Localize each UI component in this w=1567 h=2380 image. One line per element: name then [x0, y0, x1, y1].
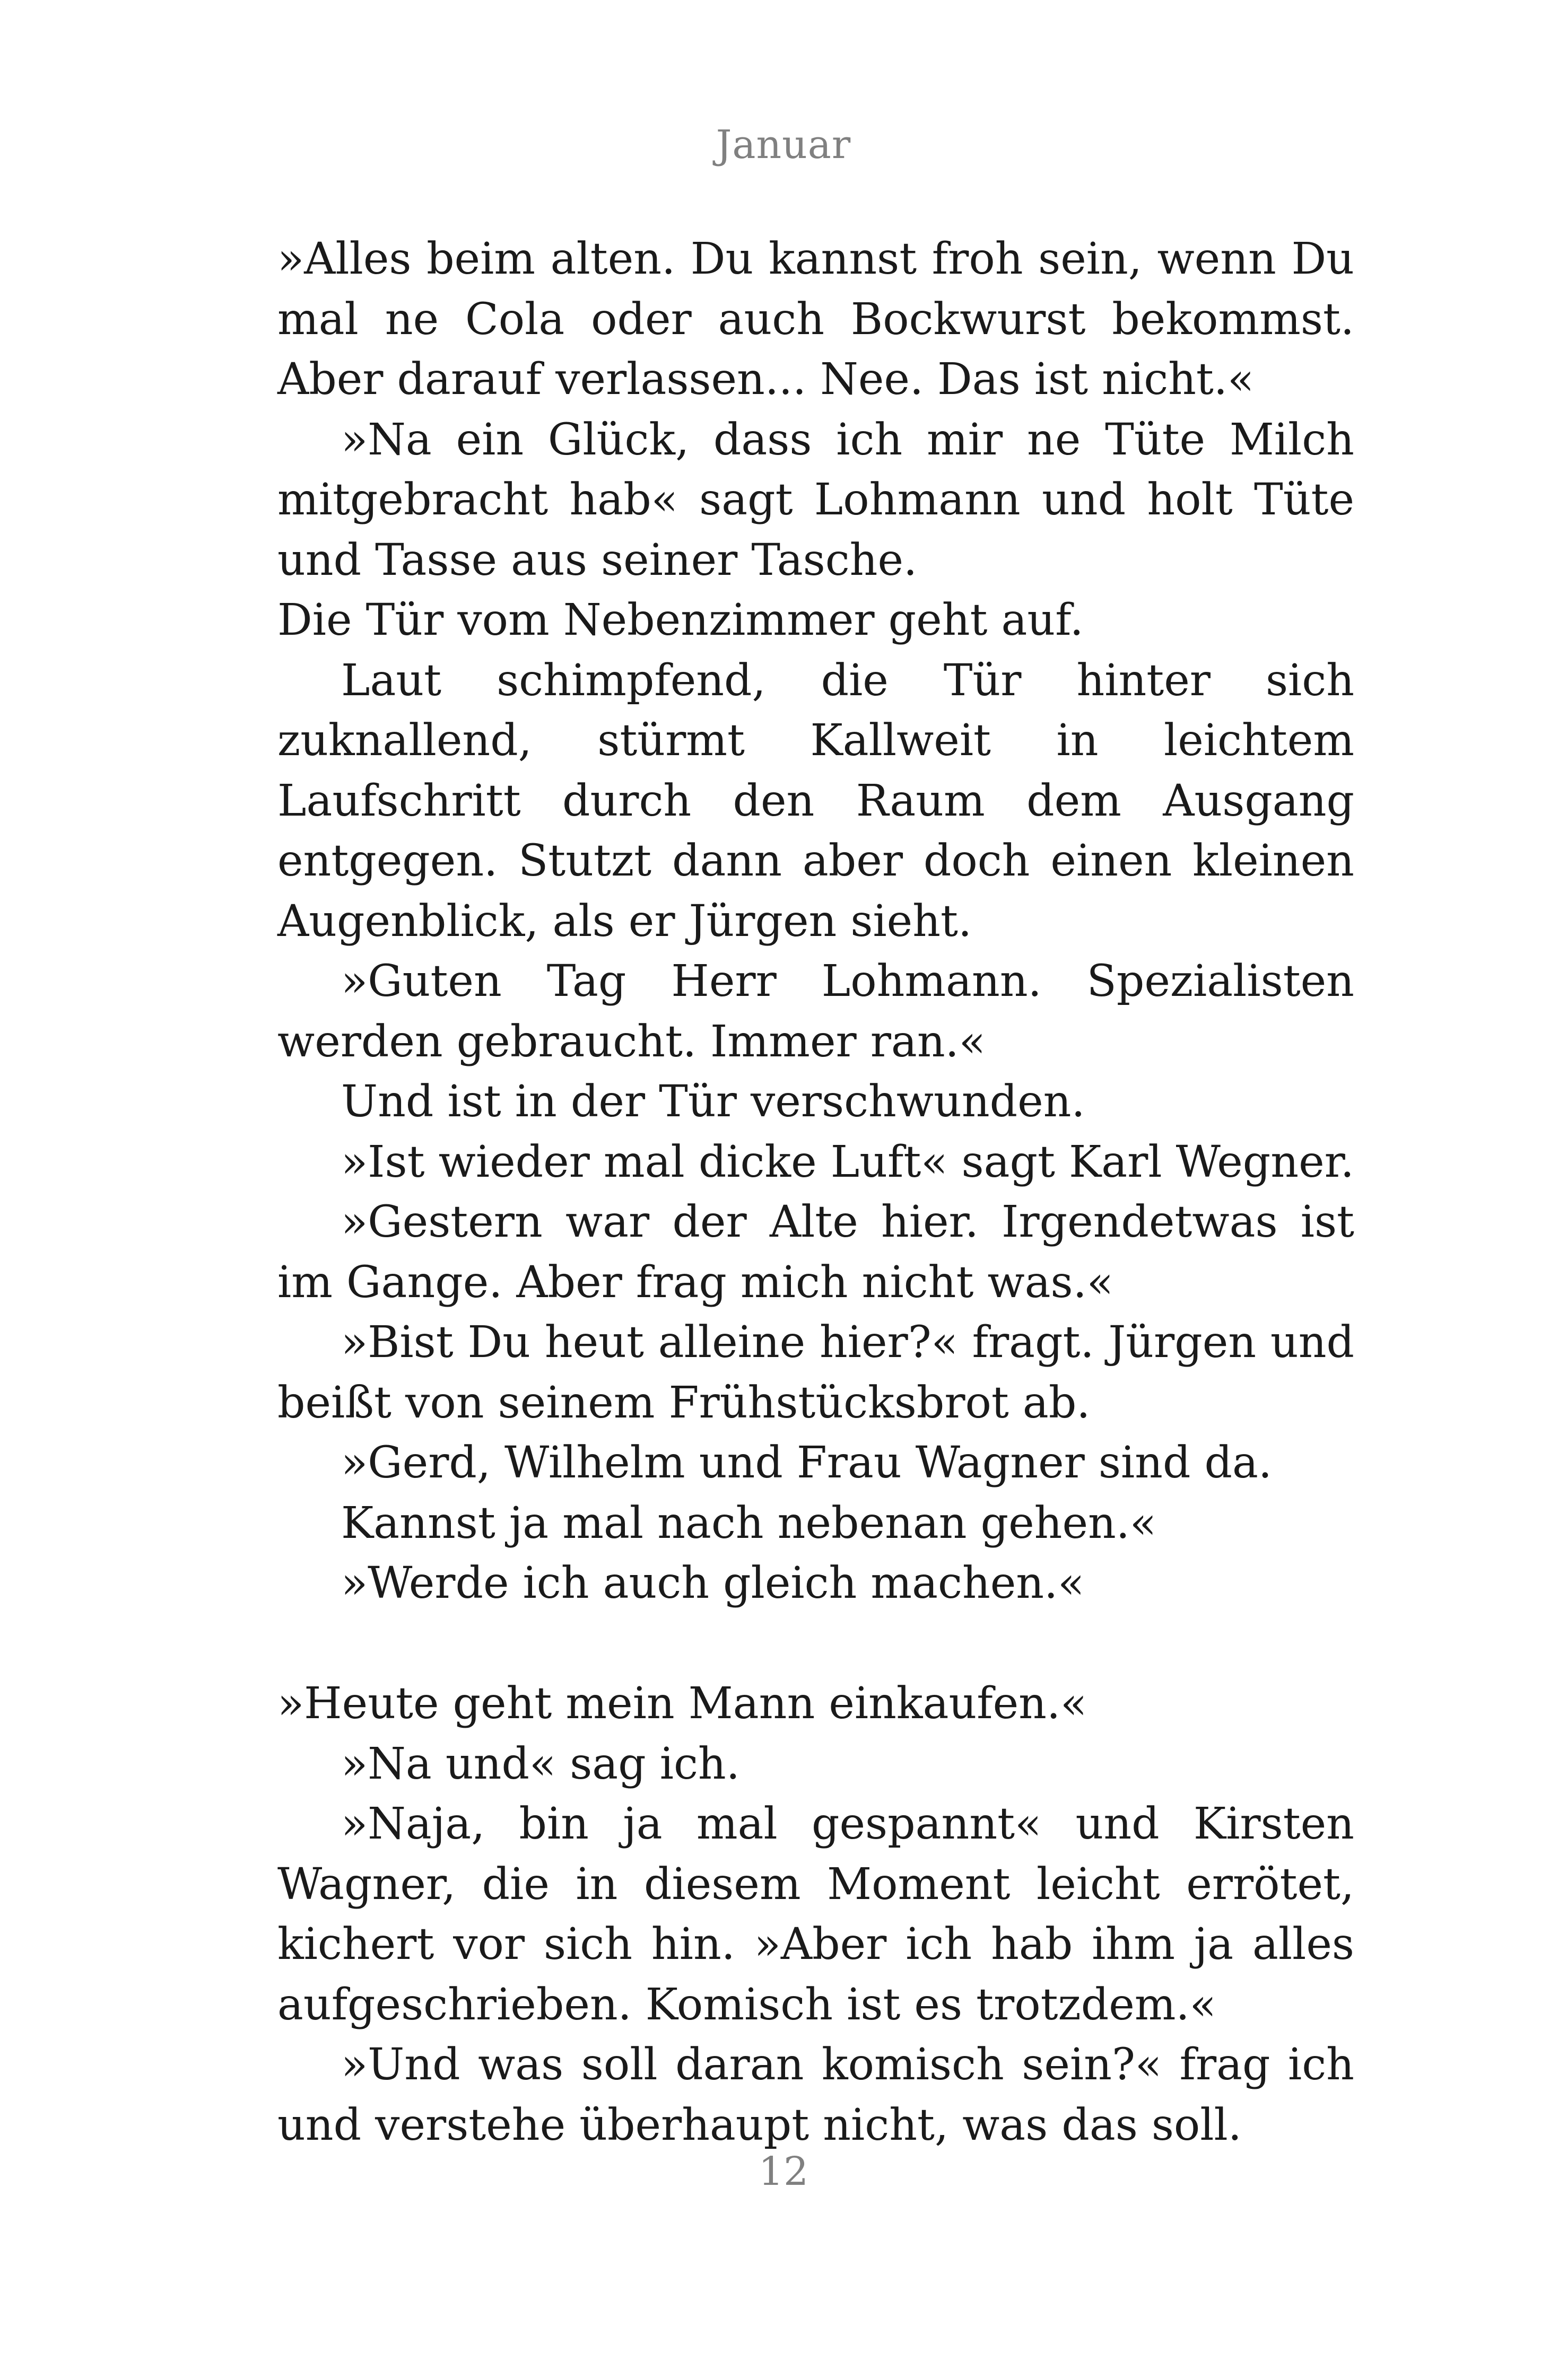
paragraph: Die Tür vom Nebenzimmer geht auf. — [277, 595, 1084, 645]
paragraph: Laut schimpfend, die Tür hinter sich zuknallend, stürmt Kallweit in leichtem Laufschritt durch den Raum dem Ausgang entgegen. Stutzt dann aber doch einen kleinen Augenblick, als er Jürgen sieht. — [277, 655, 1354, 947]
paragraph: Und ist in der Tür verschwunden. — [341, 1077, 1085, 1127]
section-break — [277, 1614, 1354, 1674]
paragraph: »Heute geht mein Mann einkaufen.« — [277, 1678, 1087, 1729]
paragraph: »Na und« sag ich. — [341, 1738, 740, 1789]
paragraph: »Gerd, Wilhelm und Frau Wagner sind da. — [341, 1438, 1272, 1488]
paragraph: Kannst ja mal nach nebenan gehen.« — [341, 1498, 1157, 1548]
running-head: Januar — [716, 122, 851, 168]
paragraph: »Bist Du heut alleine hier?« fragt. Jürgen und beißt von seinem Frühstücksbrot ab. — [277, 1317, 1354, 1428]
paragraph: »Und was soll daran komisch sein?« frag ich und verstehe überhaupt nicht, was das soll. — [277, 2040, 1354, 2150]
paragraph: »Naja, bin ja mal gespannt« und Kirsten Wagner, die in diesem Moment leicht errötet, kichert vor sich hin. »Aber ich hab ihm ja alles aufgeschrieben. Komisch ist es trotzdem.« — [277, 1799, 1354, 2030]
paragraph: »Alles beim alten. Du kannst froh sein, wenn Du mal ne Cola oder auch Bockwurst bekommst. Aber darauf verlassen... Nee. Das ist nicht.« — [277, 234, 1354, 405]
paragraph: »Ist wieder mal dicke Luft« sagt Karl Wegner. — [341, 1136, 1354, 1187]
paragraph: »Na ein Glück, dass ich mir ne Tüte Milch mitgebracht hab« sagt Lohmann und holt Tüte und Tasse aus seiner Tasche. — [277, 414, 1354, 585]
paragraph: »Guten Tag Herr Lohmann. Spezialisten werden gebraucht. Immer ran.« — [277, 956, 1354, 1067]
body-text — [277, 229, 1354, 2155]
paragraph: »Gestern war der Alte hier. Irgendetwas ist im Gange. Aber frag mich nicht was.« — [277, 1197, 1354, 1308]
paragraph: »Werde ich auch gleich machen.« — [341, 1558, 1085, 1608]
page-number: 12 — [758, 2149, 809, 2194]
